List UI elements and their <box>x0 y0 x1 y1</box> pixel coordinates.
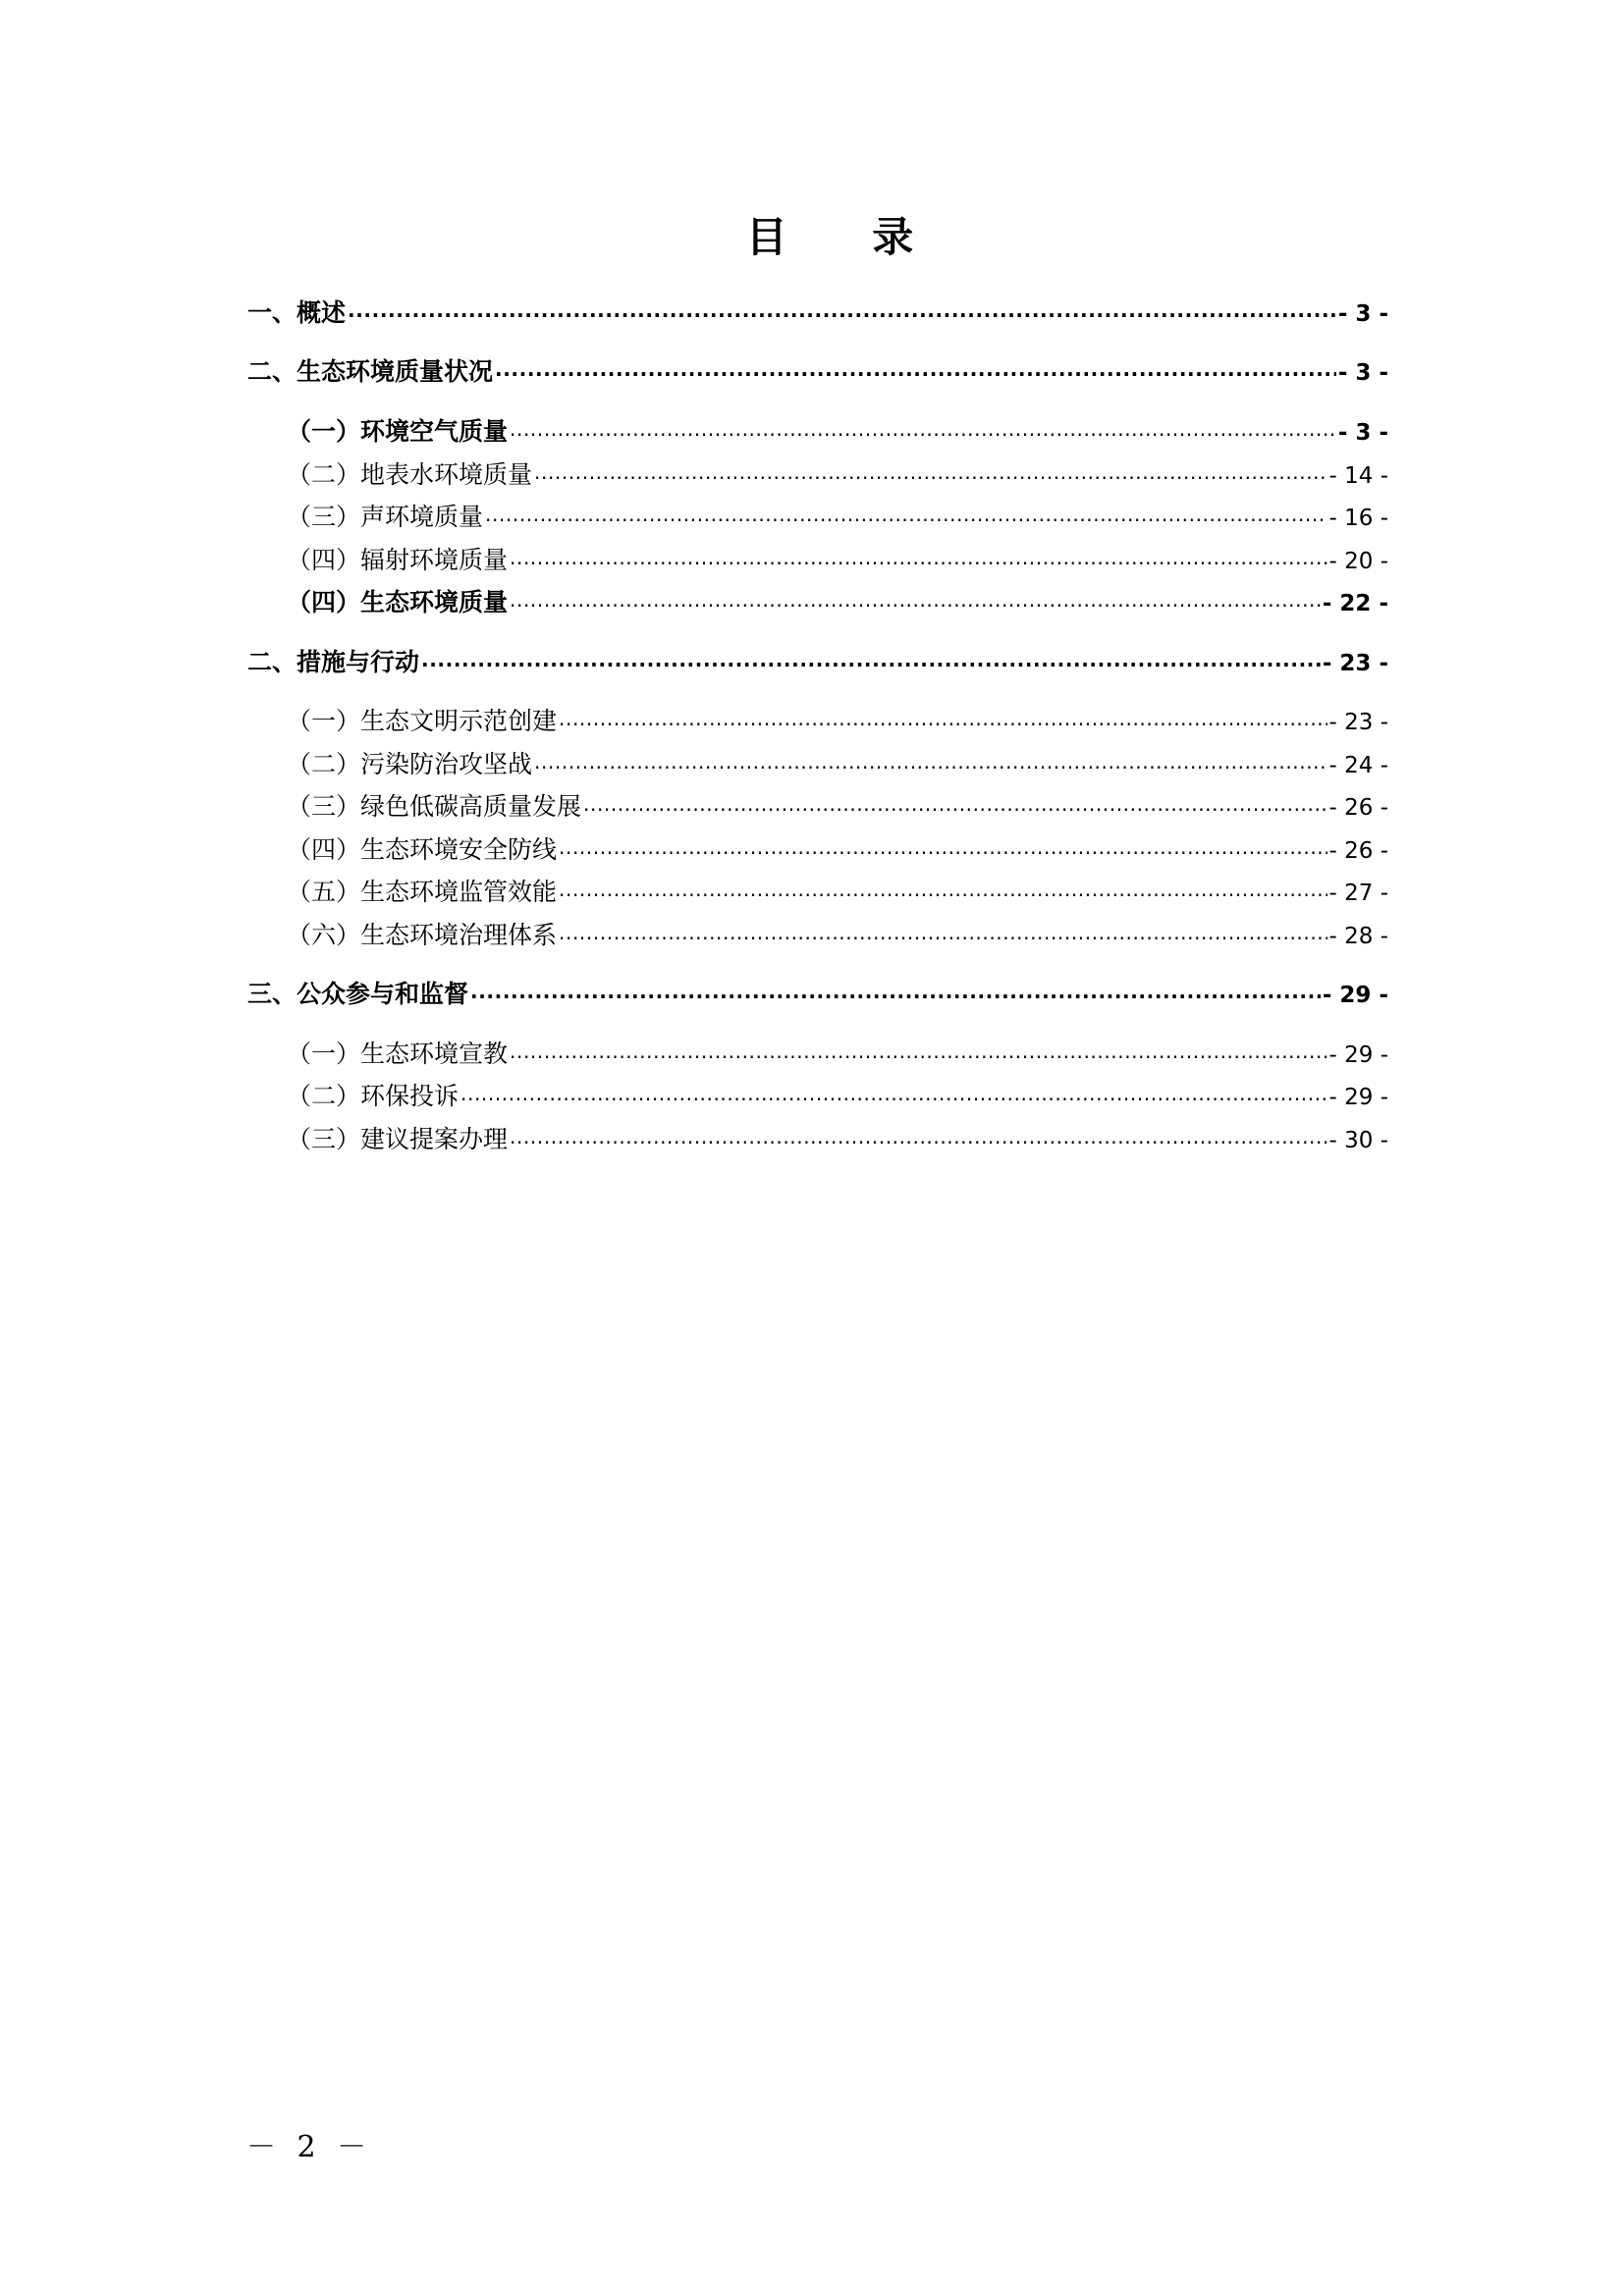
dot-leader <box>485 497 1326 531</box>
toc-entry-supervision[interactable] <box>287 876 1388 910</box>
dot-leader <box>559 915 1326 949</box>
toc-entry-page: - 14 - <box>1328 463 1388 489</box>
toc-entry-number: （二） <box>287 460 361 489</box>
toc-entry-title: 生态环境宣教 <box>360 1040 509 1068</box>
toc-entry-number: （三） <box>287 1125 361 1153</box>
toc-entry-page: - 26 - <box>1328 838 1388 864</box>
toc-entry-title: 声环境质量 <box>360 503 484 531</box>
toc-entry-page: - 27 - <box>1328 881 1388 906</box>
toc-entry-page: - 3 - <box>1337 301 1388 327</box>
toc-entry-number: （四） <box>287 546 361 574</box>
toc-entry-title: 污染防治攻坚战 <box>360 750 533 778</box>
dot-leader <box>460 1076 1326 1110</box>
toc-entry-ecological[interactable] <box>287 586 1388 620</box>
toc-entry-number: （三） <box>287 792 361 821</box>
toc-entry-number: 一、 <box>247 298 298 327</box>
toc-entry-governance[interactable] <box>287 919 1388 953</box>
toc-entry-safety[interactable] <box>287 833 1388 868</box>
toc-entry-number: （四） <box>287 588 361 616</box>
toc-entry-page: - 23 - <box>1328 710 1388 735</box>
dot-leader <box>348 293 1336 327</box>
dot-leader <box>534 454 1326 489</box>
toc-entry-quality-status[interactable] <box>247 355 1388 390</box>
toc-entry-public[interactable] <box>247 978 1388 1012</box>
toc-entry-number: （二） <box>287 1082 361 1110</box>
toc-entry-number: （六） <box>287 921 361 949</box>
toc-entry-page: - 3 - <box>1337 420 1388 446</box>
toc-entry-title: 环境空气质量 <box>360 417 509 446</box>
dot-leader <box>534 744 1326 778</box>
toc-entry-low-carbon[interactable] <box>287 790 1388 825</box>
page-title: 目 录 <box>745 213 949 261</box>
toc-entry-measures[interactable] <box>247 646 1388 680</box>
toc-entry-number: （五） <box>287 878 361 906</box>
toc-entry-number: （一） <box>287 1040 361 1068</box>
toc-entry-number: （二） <box>287 750 361 778</box>
toc-entry-number: 三、 <box>247 980 298 1008</box>
toc-entry-number: 二、 <box>247 357 298 386</box>
toc-entry-number: （三） <box>287 503 361 531</box>
toc-entry-title: 生态环境监管效能 <box>360 878 558 906</box>
dot-leader <box>495 351 1336 386</box>
toc-entry-complaints[interactable] <box>287 1080 1388 1114</box>
toc-entry-page: - 22 - <box>1322 591 1388 616</box>
toc-entry-overview[interactable] <box>247 296 1388 331</box>
dot-leader <box>510 540 1326 574</box>
toc-entry-number: （一） <box>287 417 361 446</box>
toc-entry-number: 二、 <box>247 648 298 676</box>
dot-leader <box>559 701 1326 735</box>
toc-entry-title: 绿色低碳高质量发展 <box>360 792 582 821</box>
toc-entry-pollution[interactable] <box>287 748 1388 782</box>
toc-entry-radiation[interactable] <box>287 544 1388 578</box>
dot-leader <box>421 642 1321 676</box>
dot-leader <box>559 872 1326 906</box>
dot-leader <box>510 1034 1326 1068</box>
toc-entry-title: 生态环境质量 <box>360 588 509 616</box>
toc-entry-title: 公众参与和监督 <box>297 980 469 1008</box>
dot-leader <box>583 786 1326 821</box>
toc-entry-page: - 28 - <box>1328 924 1388 949</box>
toc-entry-page: - 29 - <box>1328 1085 1388 1110</box>
toc-entry-title: 生态环境质量状况 <box>297 357 494 386</box>
toc-entry-page: - 30 - <box>1328 1128 1388 1153</box>
toc-entry-page: - 26 - <box>1328 795 1388 821</box>
page-number-footer: － 2 － <box>246 2130 373 2164</box>
toc-entry-title: 地表水环境质量 <box>360 460 533 489</box>
toc-entry-page: - 24 - <box>1328 753 1388 778</box>
dot-leader <box>510 411 1336 446</box>
toc-entry-page: - 20 - <box>1328 549 1388 574</box>
toc-entry-title: 生态环境治理体系 <box>360 921 558 949</box>
toc-entry-title: 措施与行动 <box>297 648 420 676</box>
toc-entry-title: 生态环境安全防线 <box>360 835 558 864</box>
toc-entry-page: - 29 - <box>1322 983 1388 1008</box>
toc-entry-air-quality[interactable] <box>287 415 1388 450</box>
toc-entry-title: 辐射环境质量 <box>360 546 509 574</box>
toc-entry-number: （一） <box>287 707 361 735</box>
dot-leader <box>510 582 1321 616</box>
toc-entry-acoustic[interactable] <box>287 501 1388 535</box>
dot-leader <box>559 829 1326 864</box>
toc-entry-title: 生态文明示范创建 <box>360 707 558 735</box>
toc-entry-number: （四） <box>287 835 361 864</box>
toc-entry-page: - 16 - <box>1328 506 1388 531</box>
toc-entry-page: - 23 - <box>1322 651 1388 676</box>
toc-entry-proposals[interactable] <box>287 1123 1388 1157</box>
toc-entry-surface-water[interactable] <box>287 458 1388 493</box>
toc-entry-education[interactable] <box>287 1038 1388 1072</box>
toc-entry-page: - 29 - <box>1328 1042 1388 1068</box>
dot-leader <box>470 974 1321 1008</box>
toc-entry-title: 概述 <box>297 298 347 327</box>
toc-entry-demonstration[interactable] <box>287 705 1388 739</box>
toc-entry-title: 环保投诉 <box>360 1082 460 1110</box>
toc-entry-page: - 3 - <box>1337 360 1388 386</box>
dot-leader <box>510 1119 1326 1153</box>
toc-entry-title: 建议提案办理 <box>360 1125 509 1153</box>
